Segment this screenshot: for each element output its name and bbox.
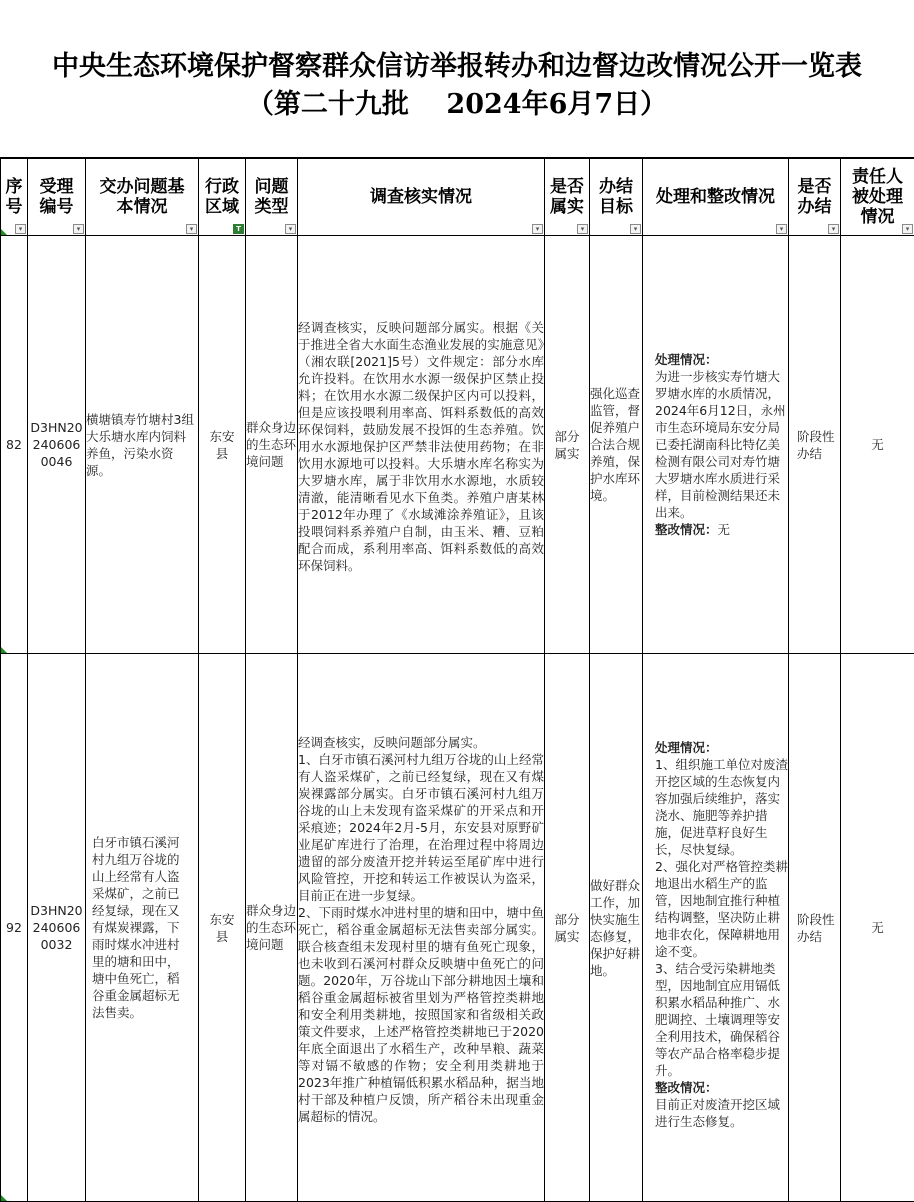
- cell-issue[interactable]: [86, 236, 199, 654]
- cell-accountability[interactable]: [841, 654, 914, 1202]
- rectify-line: [655, 521, 788, 538]
- title-line-1: 中央生态环境保护督察群众信访举报转办和边督边改情况公开一览表: [0, 48, 914, 86]
- header-type: [246, 159, 298, 236]
- header-verified-label: 是否属实: [546, 177, 588, 217]
- code-value: D3HN20240606 0046: [28, 419, 85, 470]
- header-code-label: 受理编号: [36, 177, 78, 217]
- cell-seq[interactable]: [1, 654, 28, 1202]
- verified-value: 部分属实: [554, 428, 580, 462]
- filter-dropdown-icon[interactable]: ▾: [630, 224, 641, 234]
- accountability-value: 无: [841, 436, 914, 453]
- cell-type[interactable]: [246, 236, 298, 654]
- cell-goal[interactable]: [590, 236, 643, 654]
- header-code: [28, 159, 86, 236]
- type-value: 群众身边的生态环境问题: [246, 419, 297, 470]
- header-seq-label: 序号: [3, 177, 25, 217]
- header-handling: [643, 159, 789, 236]
- cell-issue[interactable]: [86, 654, 199, 1202]
- header-closed: [789, 159, 841, 236]
- type-value: 群众身边的生态环境问题: [246, 902, 297, 953]
- header-handling-label: 处理和整改情况: [651, 187, 781, 207]
- goal-text: 强化巡查监管，督促养殖户合法合规养殖，保护水库环境。: [590, 385, 642, 504]
- cell-closed[interactable]: [789, 654, 841, 1202]
- accountability-value: 无: [841, 919, 914, 936]
- header-district-label: 行政区域: [201, 177, 243, 217]
- header-goal-label: 办结目标: [595, 177, 637, 217]
- rectify-label: 整改情况：: [655, 1079, 788, 1096]
- cell-district[interactable]: [199, 654, 246, 1202]
- header-investigation-label: 调查核实情况: [298, 187, 544, 207]
- cell-verified[interactable]: [545, 654, 590, 1202]
- header-investigation: [298, 159, 545, 236]
- investigation-text: 经调查核实，反映问题部分属实。 1、白牙市镇石溪河村九组万谷垅的山上经常有人盗采煤矿，之前已经复绿，现在又有煤炭裸露部分属实。白牙市镇石溪河村九组万谷垅的山上未发现有盗采煤矿的开采点和开采痕迹；2024年2月-5月，东安县对原野矿业尾矿库进行了治理，在治理过程中将周边遗留的部分废渣开挖并转运至尾矿库中进行风险管控，开挖和转运工作被误认为盗采，目前正在进一步复绿。 2、下雨时煤水冲进村里的塘和田中，塘中鱼死亡，稻谷重金属超标无法售卖部分属实。联合核查组未发现村里的塘有鱼死亡现象，也未收到石溪河村群众反映塘中鱼死亡的问题。2020年，万谷垅山下部分耕地因土壤和稻谷重金属超标被省里划为严格管控类耕地和安全利用类耕地，按照国家和省级相关政策文件要求，上述严格管控类耕地已于2020年底全面退出了水稻生产，改种旱粮、蔬菜等对镉不敏感的作物；安全利用类耕地于2023年推广种植镉低积累水稻品种，据当地村干部及种植户反馈，所产稻谷未出现重金属超标的情况。: [298, 730, 544, 1125]
- rectify-text: 目前正对废渣开挖区域进行生态修复。: [655, 1096, 788, 1130]
- header-accountability: [841, 159, 914, 236]
- petition-table: [0, 158, 914, 1202]
- header-issue: [86, 159, 199, 236]
- filter-dropdown-icon[interactable]: ▾: [577, 224, 588, 234]
- header-district: [199, 159, 246, 236]
- rectify-label: 整改情况：: [655, 522, 718, 537]
- header-type-label: 问题类型: [251, 177, 293, 217]
- investigation-text: 经调查核实，反映问题部分属实。根据《关于推进全省大水面生态渔业发展的实施意见》（湘农联[2021]5号）文件规定：部分水库允许投料。在饮用水水源一级保护区禁止投料；在饮用水水源二级保护区内可以投料，但是应该投喂利用率高、饵料系数低的高效环保饲料，鼓励发展不投饵的生态养殖。饮用水水源地保护区严禁非法使用药物；在非饮用水源地可以投料。大乐塘水库名称实为大罗塘水库，属于非饮用水水源地，水质较清澈，能清晰看见水下鱼类。养殖户唐某林于2012年办理了《水域滩涂养殖证》，且该投喂饲料系养殖户自制，由玉米、糟、豆粕配合而成，系利用率高、饵料系数低的高效环保饲料。: [298, 315, 544, 574]
- closed-value: 阶段性办结: [789, 911, 840, 945]
- header-issue-label: 交办问题基本情况: [95, 177, 189, 217]
- table-row: [1, 236, 914, 654]
- handling-text: 1、组织施工单位对废渣开挖区域的生态恢复内容加强后续维护，落实浇水、施肥等养护措施，促进草籽良好生长，尽快复绿。 2、强化对严格管控类耕地退出水稻生产的监管，因地制宜推行种植结构调整，坚决防止耕地非农化，保障耕地用途不变。 3、结合受污染耕地类型，因地制宜应用镉低积累水稻品种推广、水肥调控、土壤调理等安全利用技术，确保稻谷等农产品合格率稳步提升。: [655, 756, 788, 1079]
- closed-value: 阶段性办结: [789, 428, 840, 462]
- header-row: [1, 159, 914, 236]
- verified-value: 部分属实: [554, 911, 580, 945]
- filter-dropdown-icon[interactable]: ▾: [776, 224, 787, 234]
- handling-label: 处理情况：: [655, 725, 788, 756]
- cell-investigation[interactable]: [298, 236, 545, 654]
- cell-district[interactable]: [199, 236, 246, 654]
- cell-closed[interactable]: [789, 236, 841, 654]
- header-goal: [590, 159, 643, 236]
- filter-dropdown-icon[interactable]: ▾: [15, 224, 26, 234]
- goal-text: 做好群众工作，加快实施生态修复，保护好耕地。: [590, 877, 642, 979]
- handling-text: 为进一步核实寿竹塘大罗塘水库的水质情况，2024年6月12日，永州市生态环境局东安分局已委托湖南科比特亿美检测有限公司对寿竹塘大罗塘水库水质进行采样，目前检测结果还未出来。: [655, 368, 788, 521]
- cell-accountability[interactable]: [841, 236, 914, 654]
- cell-code[interactable]: [28, 654, 86, 1202]
- filter-dropdown-icon[interactable]: ▾: [186, 224, 197, 234]
- table-row: [1, 654, 914, 1202]
- cell-corner-marker: [1, 647, 7, 653]
- rectify-text: 无: [718, 522, 731, 537]
- filter-dropdown-icon[interactable]: ▾: [532, 224, 543, 234]
- cell-handling[interactable]: [643, 654, 789, 1202]
- header-closed-label: 是否办结: [794, 177, 836, 217]
- cell-corner-marker: [1, 1195, 7, 1201]
- table-title: [0, 0, 914, 158]
- cell-seq[interactable]: [1, 236, 28, 654]
- header-seq: [1, 159, 28, 236]
- filter-dropdown-icon[interactable]: ▾: [73, 224, 84, 234]
- issue-text: 横塘镇寿竹塘村3组大乐塘水库内饲料养鱼，污染水资源。: [86, 411, 198, 479]
- cell-goal[interactable]: [590, 654, 643, 1202]
- seq-value: 82: [1, 436, 27, 453]
- district-value: 东安县: [209, 911, 235, 945]
- cell-verified[interactable]: [545, 236, 590, 654]
- district-value: 东安县: [209, 428, 235, 462]
- cell-code[interactable]: [28, 236, 86, 654]
- cell-handling[interactable]: [643, 236, 789, 654]
- filter-dropdown-icon[interactable]: ▾: [828, 224, 839, 234]
- filter-dropdown-icon[interactable]: ▾: [902, 224, 913, 234]
- cell-corner-marker: [1, 229, 7, 235]
- seq-value: 92: [1, 919, 27, 936]
- header-accountability-label: 责任人被处理情况: [845, 167, 911, 227]
- code-value: D3HN20240606 0032: [28, 902, 85, 953]
- title-line-2: （第二十九批 2024年6月7日）: [0, 86, 914, 124]
- cell-investigation[interactable]: [298, 654, 545, 1202]
- issue-text: 白牙市镇石溪河村九组万谷垅的山上经常有人盗采煤矿，之前已经复绿，现在又有煤炭裸露，下雨时煤水冲进村里的塘和田中，塘中鱼死亡，稻谷重金属超标无法售卖。: [92, 834, 188, 1021]
- filter-dropdown-icon[interactable]: ▾: [285, 224, 296, 234]
- cell-type[interactable]: [246, 654, 298, 1202]
- header-verified: [545, 159, 590, 236]
- handling-label: 处理情况：: [655, 351, 788, 368]
- filter-active-icon[interactable]: T: [233, 224, 244, 234]
